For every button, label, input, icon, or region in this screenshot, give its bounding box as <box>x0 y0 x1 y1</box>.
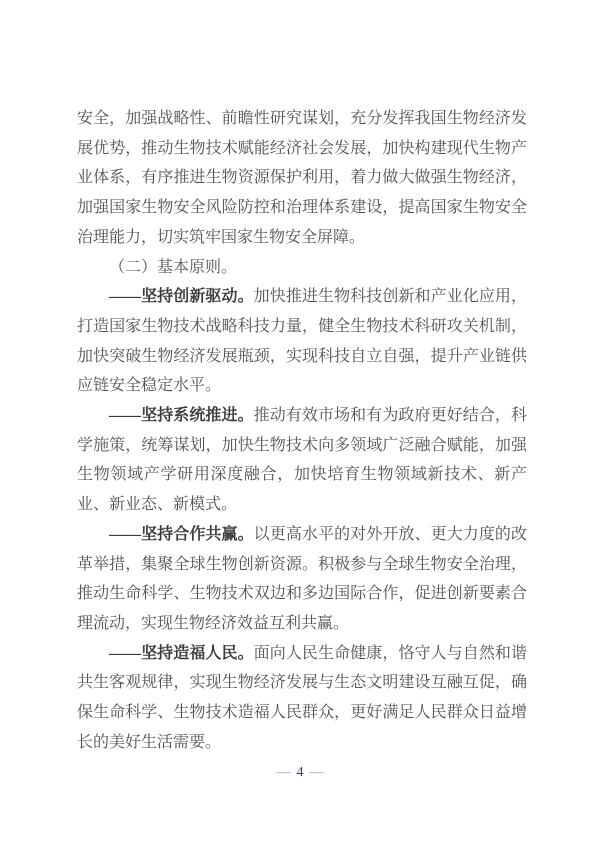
paragraph-lead: ——坚持创新驱动。 <box>109 288 254 306</box>
paragraph-lead: ——坚持合作共赢。 <box>109 525 254 543</box>
document-body <box>77 104 527 757</box>
page-number-dash-right: — <box>309 765 324 780</box>
paragraph-lead: ——坚持系统推进。 <box>109 407 254 425</box>
paragraph-text: （二）基本原则。 <box>109 258 238 276</box>
paragraph-text: 以更高水平的对外开放、更大力度的改革举措，集聚全球生物创新资源。积极参与全球生物安全治理，推动生命科学、生物技术双边和多边国际合作，促进创新要素合理流动，实现生物经济效益互利共赢。 <box>77 525 527 632</box>
paragraph-section-heading <box>77 253 527 283</box>
paragraph-text: 安全，加强战略性、前瞻性研究谋划，充分发挥我国生物经济发展优势，推动生物技术赋能经济社会发展，加快构建现代生物产业体系，有序推进生物资源保护利用，着力做大做强生物经济，加强国家生物安全风险防控和治理体系建设，提高国家生物安全治理能力，切实筑牢国家生物安全屏障。 <box>77 110 527 246</box>
page-number-value: 4 <box>296 765 304 780</box>
paragraph-principle-innovation <box>77 282 527 401</box>
paragraph-body-continuation <box>77 104 527 253</box>
paragraph-text: 面向人民生命健康，恪守人与自然和谐共生客观规律，实现生物经济发展与生态文明建设互融互促，确保生命科学、生物技术造福人民群众，更好满足人民群众日益增长的美好生活需要。 <box>77 644 527 751</box>
paragraph-lead: ——坚持造福人民。 <box>109 644 254 662</box>
paragraph-principle-people <box>77 639 527 758</box>
page-number <box>0 763 600 783</box>
paragraph-principle-systematic <box>77 401 527 520</box>
paragraph-text: 推动有效市场和有为政府更好结合，科学施策，统筹谋划，加快生物技术向多领域广泛融合赋能，加强生物领域产学研用深度融合，加快培育生物领域新技术、新产业、新业态、新模式。 <box>77 407 527 514</box>
paragraph-principle-cooperation <box>77 520 527 639</box>
paragraph-text: 加快推进生物科技创新和产业化应用，打造国家生物技术战略科技力量，健全生物技术科研攻关机制，加快突破生物经济发展瓶颈，实现科技自立自强，提升产业链供应链安全稳定水平。 <box>77 288 527 395</box>
page-number-dash-left: — <box>276 765 291 780</box>
